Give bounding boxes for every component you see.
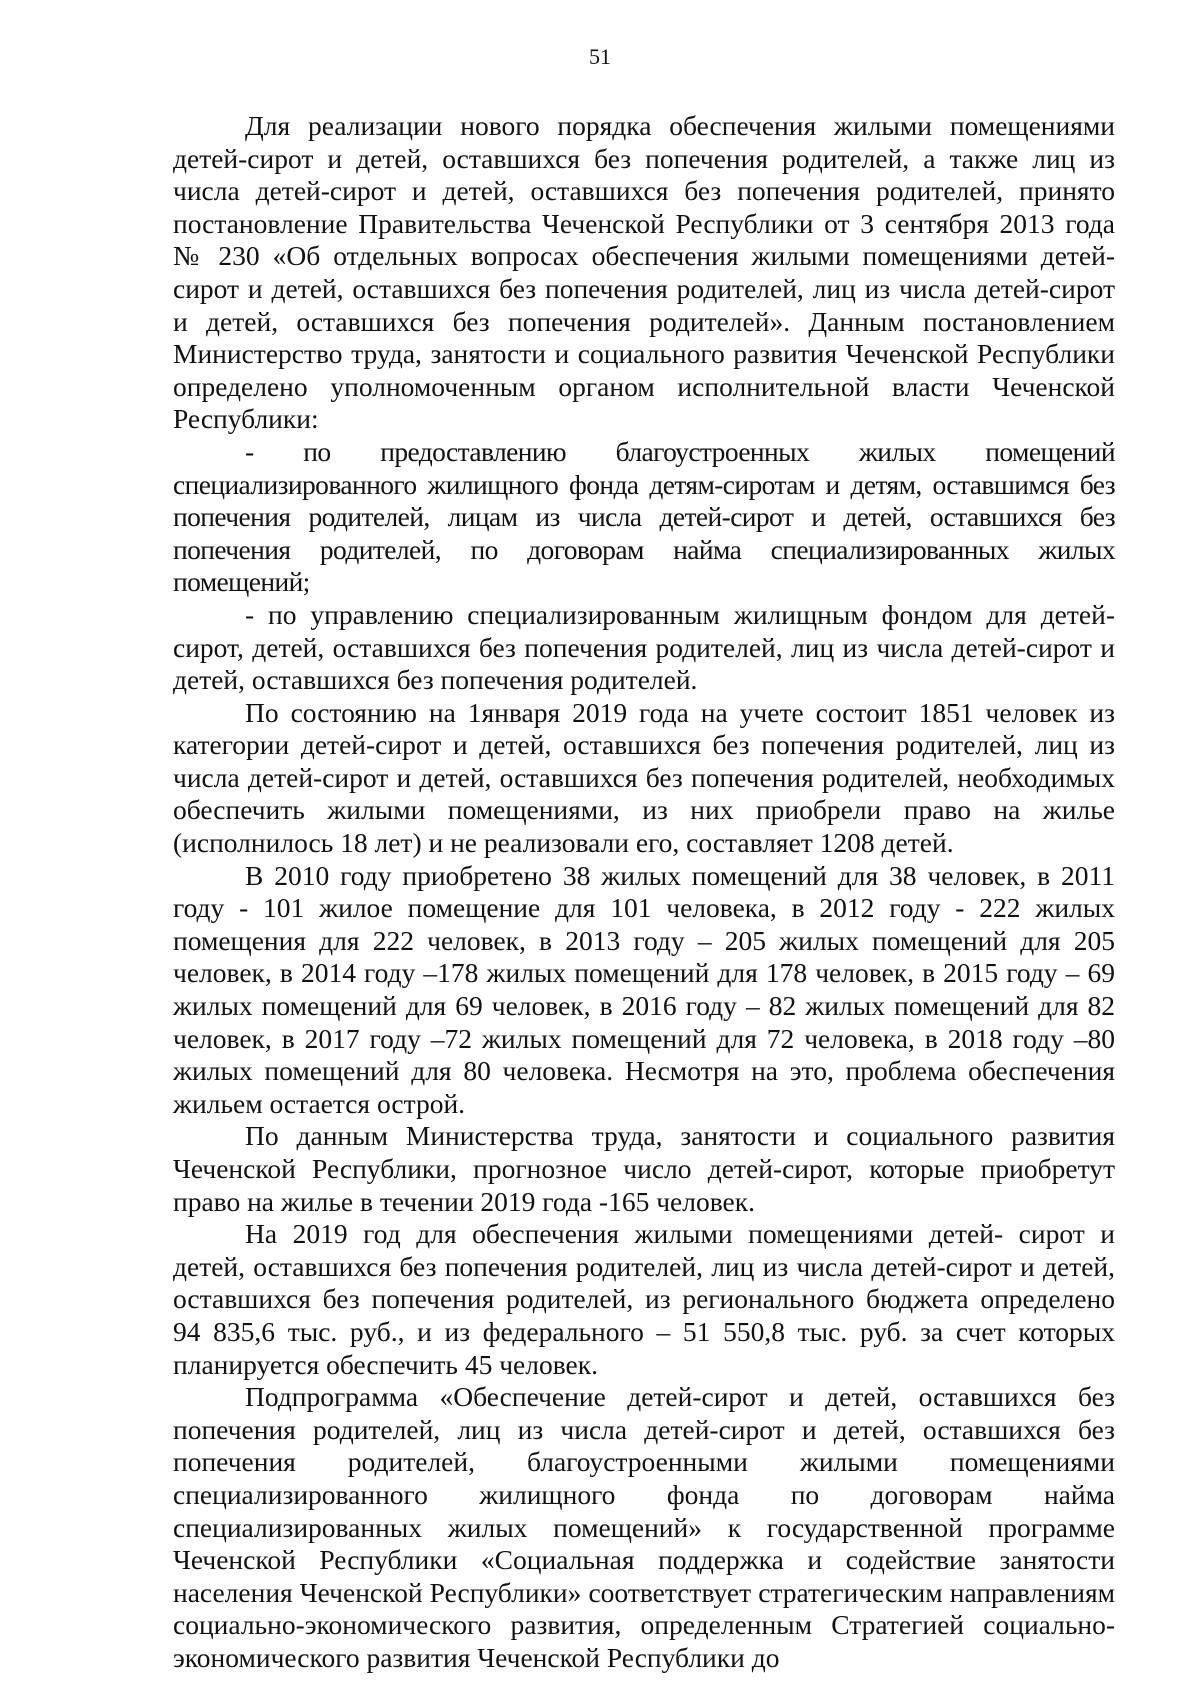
page-number: 51 <box>589 44 611 69</box>
paragraph-forecast: По данным Министерства труда, занятости и социального развития Чеченской Республики, прогнозное число детей-сирот, которые приобретут право на жилье в течении 2019 года -165 человек. <box>173 1120 1115 1217</box>
paragraph-management-list-item: - по управлению специализированным жилищным фондом для детей-сирот, детей, оставшихся без попечения родителей, лиц из числа детей-сирот и детей, оставшихся без попечения родителей. <box>173 598 1115 696</box>
document-body <box>173 110 1115 1675</box>
paragraph-subprogram: Подпрограмма «Обеспечение детей-сирот и детей, оставшихся без попечения родителей, лиц из числа детей-сирот и детей, оставшихся без попечения родителей, благоустроенными жилыми помещениями специализированного жилищного фонда по договорам найма специализированных жилых помещений» к государственной программе Чеченской Республики «Социальная поддержка и содействие занятости населения Чеченской Республики» соответствует стратегическим направлениям социально-экономического развития, определенным Стратегией социально-экономического развития Чеченской Республики до <box>173 1381 1115 1673</box>
paragraph-provision-list-item: - по предоставлению благоустроенных жилых помещений специализированного жилищного фонда детям-сиротам и детям, оставшимся без попечения родителей, лицам из числа детей-сирот и детей, оставшихся без попечения родителей, по договорам найма специализированных жилых помещений; <box>173 435 1115 598</box>
paragraph-acquisitions-by-year: В 2010 году приобретено 38 жилых помещений для 38 человек, в 2011 году - 101 жилое помещение для 101 человека, в 2012 году - 222 жилых помещения для 222 человек, в 2013 году – 205 жилых помещений для 205 человек, в 2014 году –178 жилых помещений для 178 человек, в 2015 году – 69 жилых помещений для 69 человек, в 2016 году – 82 жилых помещений для 82 человек, в 2017 году –72 жилых помещений для 72 человека, в 2018 году –80 жилых помещений для 80 человека. Несмотря на это, проблема обеспечения жильем остается острой. <box>173 859 1115 1119</box>
paragraph-budget-2019: На 2019 год для обеспечения жилыми помещениями детей- сирот и детей, оставшихся без попечения родителей, лиц из числа детей-сирот и детей, оставшихся без попечения родителей, из регионального бюджета определено 94 835,6 тыс. руб., и из федерального – 51 550,8 тыс. руб. за счет которых планируется обеспечить 45 человек. <box>173 1218 1115 1380</box>
paragraph-registry-status: По состоянию на 1января 2019 года на учете состоит 1851 человек из категории детей-сирот и детей, оставшихся без попечения родителей, лиц из числа детей-сирот и детей, оставшихся без попечения родителей, необходимых обеспечить жилыми помещениями, из них приобрели право на жилье (исполнилось 18 лет) и не реализовали его, составляет 1208 детей. <box>173 696 1115 859</box>
paragraph-housing-procedure: Для реализации нового порядка обеспечения жилыми помещениями детей-сирот и детей, оставшихся без попечения родителей, а также лиц из числа детей-сирот и детей, оставшихся без попечения родителей, принято постановление Правительства Чеченской Республики от 3 сентября 2013 года № 230 «Об отдельных вопросах обеспечения жилыми помещениями детей-сирот и детей, оставшихся без попечения родителей, лиц из числа детей-сирот и детей, оставшихся без попечения родителей». Данным постановлением Министерство труда, занятости и социального развития Чеченской Республики определено уполномоченным органом исполнительной власти Чеченской Республики: <box>173 110 1115 435</box>
